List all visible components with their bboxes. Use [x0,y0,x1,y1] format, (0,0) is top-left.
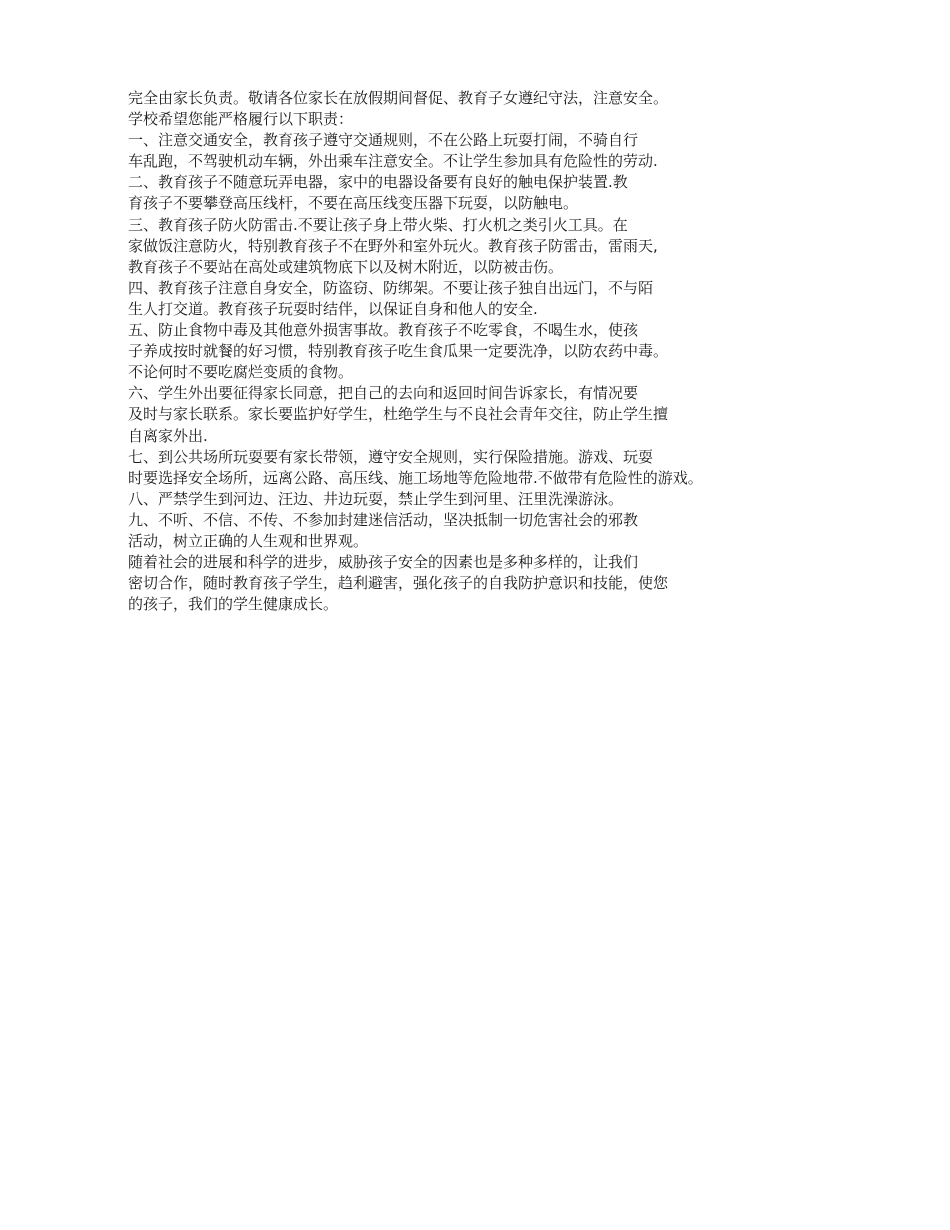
text-line: 完全由家长负责。敬请各位家长在放假期间督促、教育子女遵纪守法，注意安全。 [128,89,669,107]
text-line: 九、不听、不信、不传、不参加封建迷信活动，坚决抵制一切危害社会的邪教 [128,510,639,529]
text-line: 子养成按时就餐的好习惯，特别教育孩子吃生食瓜果一定要洗净，以防农药中毒。 [128,342,669,361]
text-line: 八、严禁学生到河边、汪边、井边玩耍，禁止学生到河里、汪里洗澡游泳。 [128,489,624,508]
text-line: 五、防止食物中毒及其他意外损害事故。教育孩子不吃零食，不喝生水，使孩 [128,321,639,340]
text-line: 七、到公共场所玩耍要有家长带领，遵守安全规则，实行保险措施。游戏、玩耍 [128,447,654,466]
text-line: 育孩子不要攀登高压线杆，不要在高压线变压器下玩耍，以防触电。 [128,194,579,213]
text-line: 车乱跑，不驾驶机动车辆，外出乘车注意安全。不让学生参加具有危险性的劳动. [128,152,658,171]
text-line: 不论何时不要吃腐烂变质的食物。 [128,363,354,382]
text-line: 六、学生外出要征得家长同意，把自己的去向和返回时间告诉家长，有情况要 [128,384,639,403]
text-line: 活动，树立正确的人生观和世界观。 [128,531,369,550]
text-line: 一、注意交通安全，教育孩子遵守交通规则，不在公路上玩耍打闹，不骑自行 [128,131,639,150]
text-line: 自离家外出. [128,426,208,445]
text-line: 四、教育孩子注意自身安全，防盗窃、防绑架。不要让孩子独自出远门，不与陌 [128,278,654,297]
text-line: 随着社会的进展和科学的进步，威胁孩子安全的因素也是多种多样的，让我们 [128,553,639,572]
text-line: 家做饭注意防火，特别教育孩子不在野外和室外玩火。教育孩子防雷击，雷雨天, [128,236,658,255]
text-line: 密切合作，随时教育孩子学生，趋利避害，强化孩子的自我防护意识和技能，使您 [128,574,669,593]
text-line: 生人打交道。教育孩子玩耍时结伴，以保证自身和他人的安全. [128,299,538,318]
text-line: 二、教育孩子不随意玩弄电器，家中的电器设备要有良好的触电保护装置.教 [128,173,628,192]
text-line: 时要选择安全场所，远离公路、高压线、施工场地等危险地带.不做带有危险性的游戏。 [128,468,703,487]
text-line: 及时与家长联系。家长要监护好学生，杜绝学生与不良社会青年交往，防止学生擅 [128,405,669,424]
text-line: 的孩子，我们的学生健康成长。 [128,595,339,614]
text-line: 三、教育孩子防火防雷击.不要让孩子身上带火柴、打火机之类引火工具。在 [128,215,628,234]
text-line: 学校希望您能严格履行以下职责： [128,110,354,129]
text-line: 教育孩子不要站在高处或建筑物底下以及树木附近，以防被击伤。 [128,257,564,276]
document-body [128,88,928,615]
